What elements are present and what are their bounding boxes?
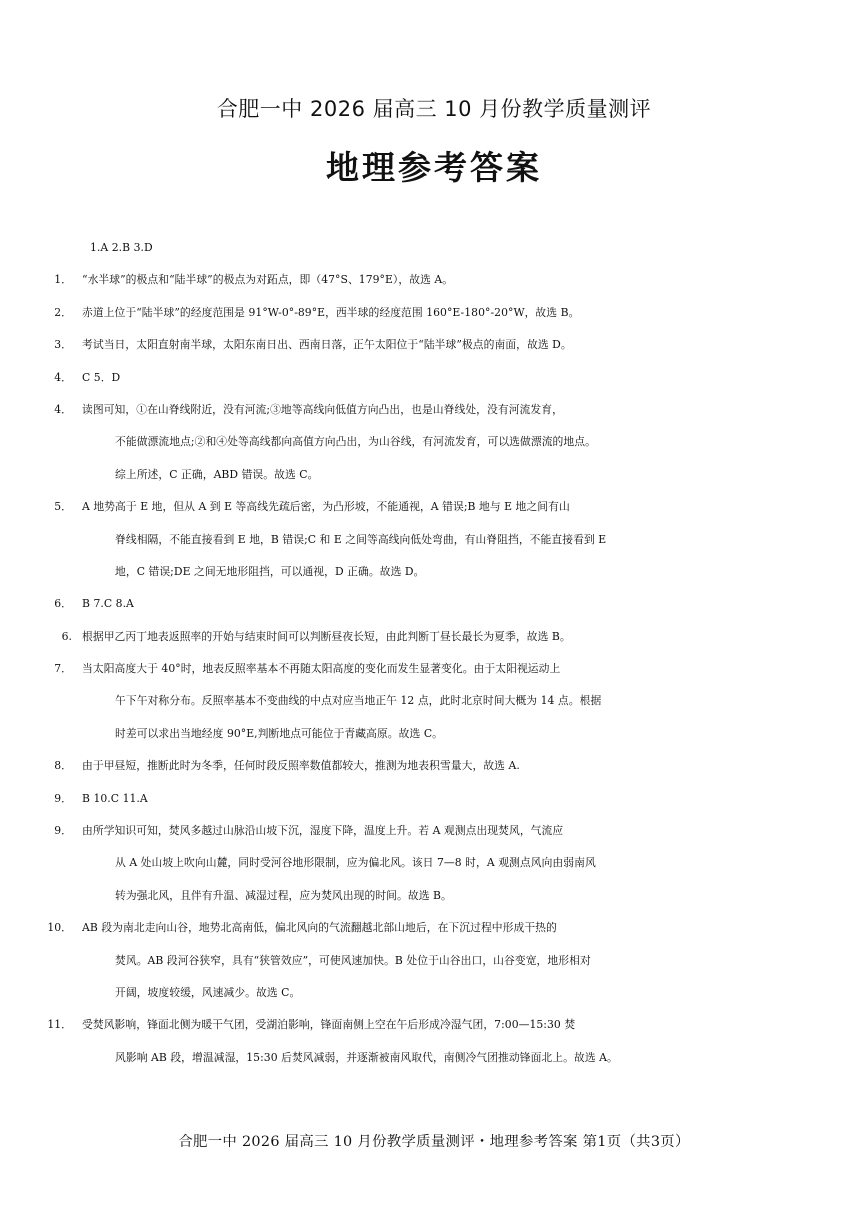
page-footer: 合肥一中 2026 届高三 10 月份教学质量测评・地理参考答案 第1页（共3页） bbox=[178, 1134, 690, 1150]
answer-text: 受焚风影响，锋面北侧为暖干气团，受湖泊影响，锋面南侧上空在午后形成冷湿气团，7:00—15:30 焚 bbox=[82, 1018, 576, 1032]
answer-text: 从 A 处山坡上吹向山麓，同时受河谷地形限制，应为偏北风。该日 7—8 时，A 观测点风向由弱南风 bbox=[115, 856, 596, 870]
answer-line: 8． 由于甲昼短，推断此时为冬季，任何时段反照率数值都较大，推测为地表积雪量大，故选 A. bbox=[54, 759, 520, 773]
answer-text: 午下午对称分布。反照率基本不变曲线的中点对应当地正午 12 点，此时北京时间大概为 14 点。根据 bbox=[115, 694, 602, 708]
answer-line bbox=[82, 880, 802, 912]
answer-line bbox=[82, 685, 802, 717]
answer-line: 3． 考试当日，太阳直射南半球，太阳东南日出、西南日落，正午太阳位于“陆半球”极点的南面，故选 D。 bbox=[54, 338, 572, 352]
answer-line: 4． 读图可知，①在山脊线附近，没有河流;③地等高线向低值方向凸出，也是山脊线处，没有河流发育， bbox=[54, 402, 563, 416]
answer-line bbox=[82, 232, 802, 264]
answer-text: 风影响 AB 段，增温减湿，15:30 后焚风减弱，并逐渐被南风取代，南侧冷气团推动锋面北上。故选 A。 bbox=[115, 1050, 618, 1064]
answer-line bbox=[82, 524, 802, 556]
answer-text: 由所学知识可知，焚风多越过山脉沿山坡下沉，湿度下降，温度上升。若 A 观测点出现焚风，气流应 bbox=[82, 824, 564, 838]
answer-line: 10． AB 段为南北走向山谷，地势北高南低，偏北风向的气流翻越北部山地后，在下沉过程中形成干热的 bbox=[47, 921, 557, 935]
answer-line bbox=[82, 847, 802, 879]
answer-line: 1． “水半球”的极点和“陆半球”的极点为对跖点，即（47°S、179°E），故选 A。 bbox=[54, 273, 454, 287]
page-title: 地理参考答案 bbox=[326, 148, 542, 187]
answer-line: 9． 由所学知识可知，焚风多越过山脉沿山坡下沉，湿度下降，温度上升。若 A 观测点出现焚风，气流应 bbox=[54, 824, 564, 838]
answer-text: 焚风。AB 段河谷狭窄，具有“狭管效应”，可使风速加快。B 处位于山谷出口，山谷变宽，地形相对 bbox=[115, 953, 591, 967]
answer-line: 6. 根据甲乙丙丁地表返照率的开始与结束时间可以判断昼夜长短，由此判断丁昼长最长为夏季，故选 B。 bbox=[61, 629, 571, 643]
answer-text: C 5．D bbox=[82, 370, 121, 384]
answer-text: 当太阳高度大于 40°时，地表反照率基本不再随太阳高度的变化而发生显著变化。由于太阳视运动上 bbox=[82, 662, 561, 676]
answer-text: B 7.C 8.A bbox=[82, 597, 134, 611]
answer-line bbox=[82, 556, 802, 588]
exam-subtitle: 合肥一中 2026 届高三 10 月份教学质量测评 bbox=[216, 97, 652, 121]
answer-text: 赤道上位于“陆半球”的经度范围是 91°W-0°-89°E，西半球的经度范围 160°E-180°-20°W，故选 B。 bbox=[82, 305, 580, 319]
answer-line: 4． C 5．D bbox=[54, 370, 121, 384]
answer-line: 7． 当太阳高度大于 40°时，地表反照率基本不再随太阳高度的变化而发生显著变化。由于太阳视运动上 bbox=[54, 662, 561, 676]
answer-text: 根据甲乙丙丁地表返照率的开始与结束时间可以判断昼夜长短，由此判断丁昼长最长为夏季，故选 B。 bbox=[82, 629, 571, 643]
answer-text: AB 段为南北走向山谷，地势北高南低，偏北风向的气流翻越北部山地后，在下沉过程中形成干热的 bbox=[82, 921, 557, 935]
answer-line bbox=[82, 945, 802, 977]
answer-text: 1.A 2.B 3.D bbox=[90, 241, 153, 254]
answer-line bbox=[82, 459, 802, 491]
answer-text: 转为强北风，且伴有升温、减湿过程，应为焚风出现的时间。故选 B。 bbox=[115, 888, 452, 902]
answer-line bbox=[82, 426, 802, 458]
answer-line bbox=[82, 718, 802, 750]
answer-text: B 10.C 11.A bbox=[82, 791, 148, 805]
answer-text: 不能做漂流地点;②和④处等高线都向高值方向凸出，为山谷线，有河流发育，可以选做漂流的地点。 bbox=[115, 435, 596, 449]
answer-line bbox=[82, 977, 802, 1009]
answer-text: 开阔，坡度较缓，风速减少。故选 C。 bbox=[115, 985, 301, 999]
answer-line: 11． 受焚风影响，锋面北侧为暖干气团，受湖泊影响，锋面南侧上空在午后形成冷湿气团，7:00—15:30 焚 bbox=[47, 1018, 576, 1032]
answer-line: 6． B 7.C 8.A bbox=[54, 597, 134, 611]
answer-text: 脊线相隔，不能直接看到 E 地，B 错误;C 和 E 之间等高线向低处弯曲，有山脊阻挡，不能直接看到 E bbox=[115, 532, 607, 546]
answer-line bbox=[82, 1042, 802, 1074]
answer-content bbox=[47, 232, 802, 1074]
answer-text: “水半球”的极点和“陆半球”的极点为对跖点，即（47°S、179°E），故选 A。 bbox=[82, 273, 454, 287]
answer-line: 5． A 地势高于 E 地，但从 A 到 E 等高线先疏后密，为凸形坡，不能通视，A 错误;B 地与 E 地之间有山 bbox=[54, 500, 570, 514]
answer-text: A 地势高于 E 地，但从 A 到 E 等高线先疏后密，为凸形坡，不能通视，A 错误;B 地与 E 地之间有山 bbox=[82, 500, 570, 514]
answer-text: 读图可知，①在山脊线附近，没有河流;③地等高线向低值方向凸出，也是山脊线处，没有河流发育， bbox=[82, 402, 563, 416]
answer-text: 地，C 错误;DE 之间无地形阻挡，可以通视，D 正确。故选 D。 bbox=[115, 564, 425, 578]
answer-text: 考试当日，太阳直射南半球，太阳东南日出、西南日落，正午太阳位于“陆半球”极点的南面，故选 D。 bbox=[82, 338, 572, 352]
answer-line: 9． B 10.C 11.A bbox=[54, 791, 148, 805]
answer-text: 时差可以求出当地经度 90°E,判断地点可能位于青藏高原。故选 C。 bbox=[115, 726, 443, 740]
answer-line: 2． 赤道上位于“陆半球”的经度范围是 91°W-0°-89°E，西半球的经度范围 160°E-180°-20°W，故选 B。 bbox=[54, 305, 580, 319]
answer-text: 由于甲昼短，推断此时为冬季，任何时段反照率数值都较大，推测为地表积雪量大，故选 A. bbox=[82, 759, 520, 773]
answer-text: 综上所述，C 正确，ABD 错误。故选 C。 bbox=[115, 467, 319, 481]
